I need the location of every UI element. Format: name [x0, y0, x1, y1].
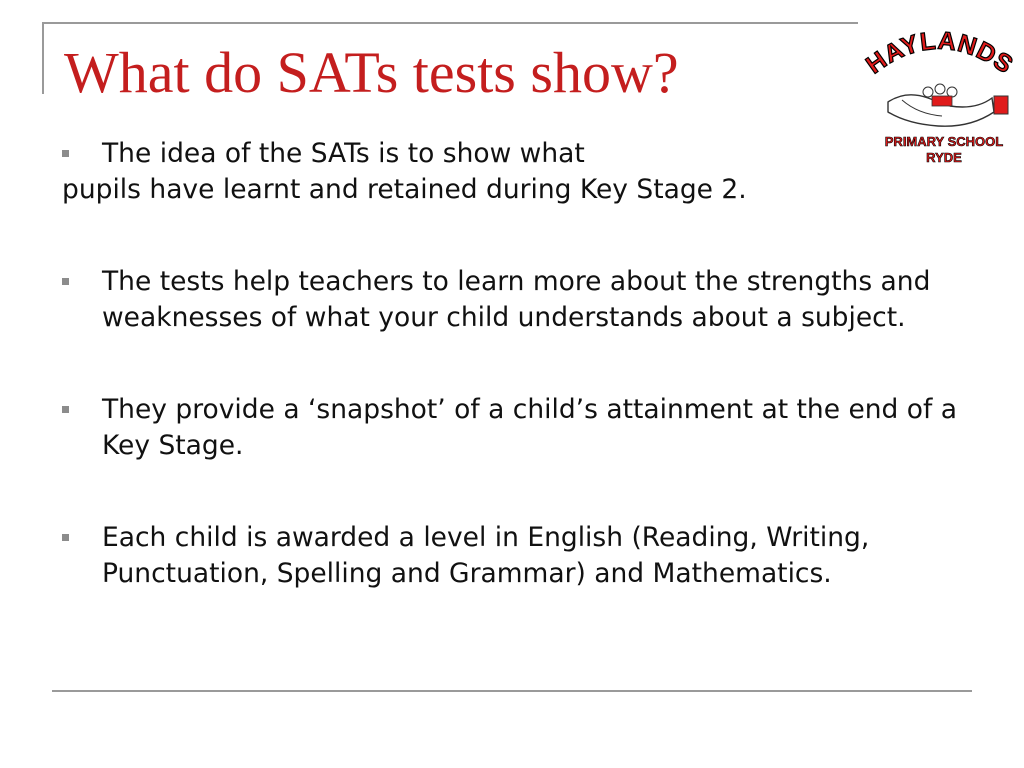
hands-icon: [888, 84, 1008, 126]
square-bullet-icon: [62, 278, 69, 285]
frame-top-line: [42, 22, 858, 24]
paragraph-gap: [62, 464, 982, 520]
logo-subtitle-line1: PRIMARY SCHOOL: [884, 134, 1004, 149]
bullet-text: They provide a ‘snapshot’ of a child’s attainment at the end of a Key Stage.: [102, 394, 957, 461]
slide-title: What do SATs tests show?: [64, 40, 679, 105]
bullet-text: The tests help teachers to learn more about the strengths and weaknesses of what your child understands about a subject.: [102, 266, 931, 333]
logo-name-text: HAYLANDS: [861, 26, 1018, 80]
frame-left-line: [42, 22, 44, 94]
bullet-item: [62, 520, 982, 592]
logo-subtitle-line2: RYDE: [926, 150, 962, 165]
bullet-list: [62, 136, 982, 592]
square-bullet-icon: [62, 534, 69, 541]
bullet-text: The idea of the SATs is to show what: [102, 138, 585, 169]
bullet-text: Each child is awarded a level in English (Reading, Writing, Punctuation, Spelling and Grammar) and Mathematics.: [102, 522, 870, 589]
paragraph-gap: [62, 336, 982, 392]
frame-bottom-line: [52, 690, 972, 692]
bullet-item: [62, 264, 982, 336]
paragraph-gap: [62, 208, 982, 264]
square-bullet-icon: [62, 150, 69, 157]
square-bullet-icon: [62, 406, 69, 413]
bullet-item: [62, 136, 982, 172]
bullet-item: [62, 392, 982, 464]
svg-text:HAYLANDS: [861, 27, 1018, 80]
bullet-continuation-text: pupils have learnt and retained during Key Stage 2.: [62, 174, 747, 205]
